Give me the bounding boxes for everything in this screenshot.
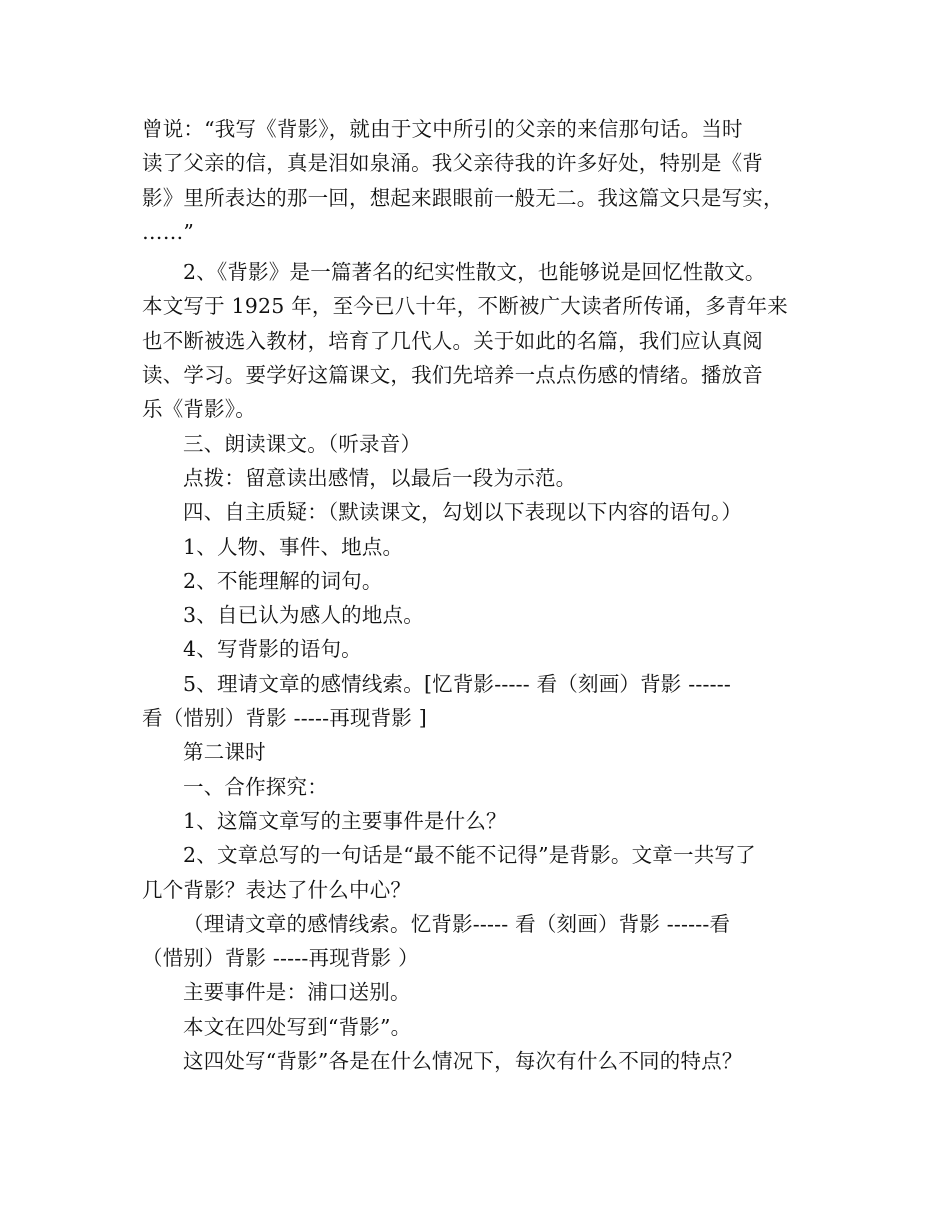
paragraph-2-start: 2、《背影》是一篇著名的纪实性散文，也能够说是回忆性散文。 xyxy=(183,260,766,285)
text-line: 本文在四处写到“背影”。 xyxy=(183,1014,412,1039)
text-line: 影》里所表达的那一回，想起来跟眼前一般无二。我这篇文只是写实， xyxy=(142,185,784,210)
text-line: 读、学习。要学好这篇课文，我们先培养一点点伤感的情绪。播放音 xyxy=(142,363,763,388)
list-item: 3、自已认为感人的地点。 xyxy=(183,603,424,628)
text-line: 读了父亲的信，真是泪如泉涌。我父亲待我的许多好处，特别是《背 xyxy=(142,151,763,176)
text-line: 看（惜别）背影 -----再现背影 ] xyxy=(142,706,427,731)
list-item: 1、人物、事件、地点。 xyxy=(183,534,404,559)
list-item: 2、不能理解的词句。 xyxy=(183,568,383,593)
text-line: （理请文章的感情线索。忆背影----- 看（刻画）背影 ------看 xyxy=(183,911,731,936)
list-item: 1、这篇文章写的主要事件是什么？ xyxy=(183,808,507,833)
text-line: 也不断被选入教材，培育了几代人。关于如此的名篇，我们应认真阅 xyxy=(142,328,763,353)
section-heading-3: 三、朗读课文。（听录音） xyxy=(183,431,422,456)
text-line: 本文写于 1925 年，至今已八十年，不断被广大读者所传诵，多青年来 xyxy=(142,294,789,319)
text-line: 这四处写“背影”各是在什么情况下，每次有什么不同的特点？ xyxy=(183,1049,743,1074)
list-item: 4、写背影的语句。 xyxy=(183,637,362,662)
text-line: 几个背影？表达了什么中心？ xyxy=(142,877,412,902)
text-line: 主要事件是：浦口送别。 xyxy=(183,980,411,1005)
list-item: 5、理请文章的感情线索。[忆背影----- 看（刻画）背影 ------ xyxy=(183,671,731,696)
text-line: ……” xyxy=(142,219,195,244)
document-body xyxy=(142,112,812,1078)
text-line: 乐《背影》。 xyxy=(142,397,256,422)
text-line: 曾说：“我写《背影》，就由于文中所引的父亲的来信那句话。当时 xyxy=(142,117,743,141)
lesson-heading: 第二课时 xyxy=(183,740,266,765)
list-item: 2、文章总写的一句话是“最不能不记得”是背影。文章一共写了 xyxy=(183,843,756,868)
section-heading-1: 一、合作探究： xyxy=(183,774,328,799)
text-line: 点拨：留意读出感情，以最后一段为示范。 xyxy=(183,465,577,490)
text-line: （惜别）背影 -----再现背影 ） xyxy=(142,946,419,971)
section-heading-4: 四、自主质疑：（默读课文，勾划以下表现以下内容的语句。） xyxy=(183,500,743,525)
